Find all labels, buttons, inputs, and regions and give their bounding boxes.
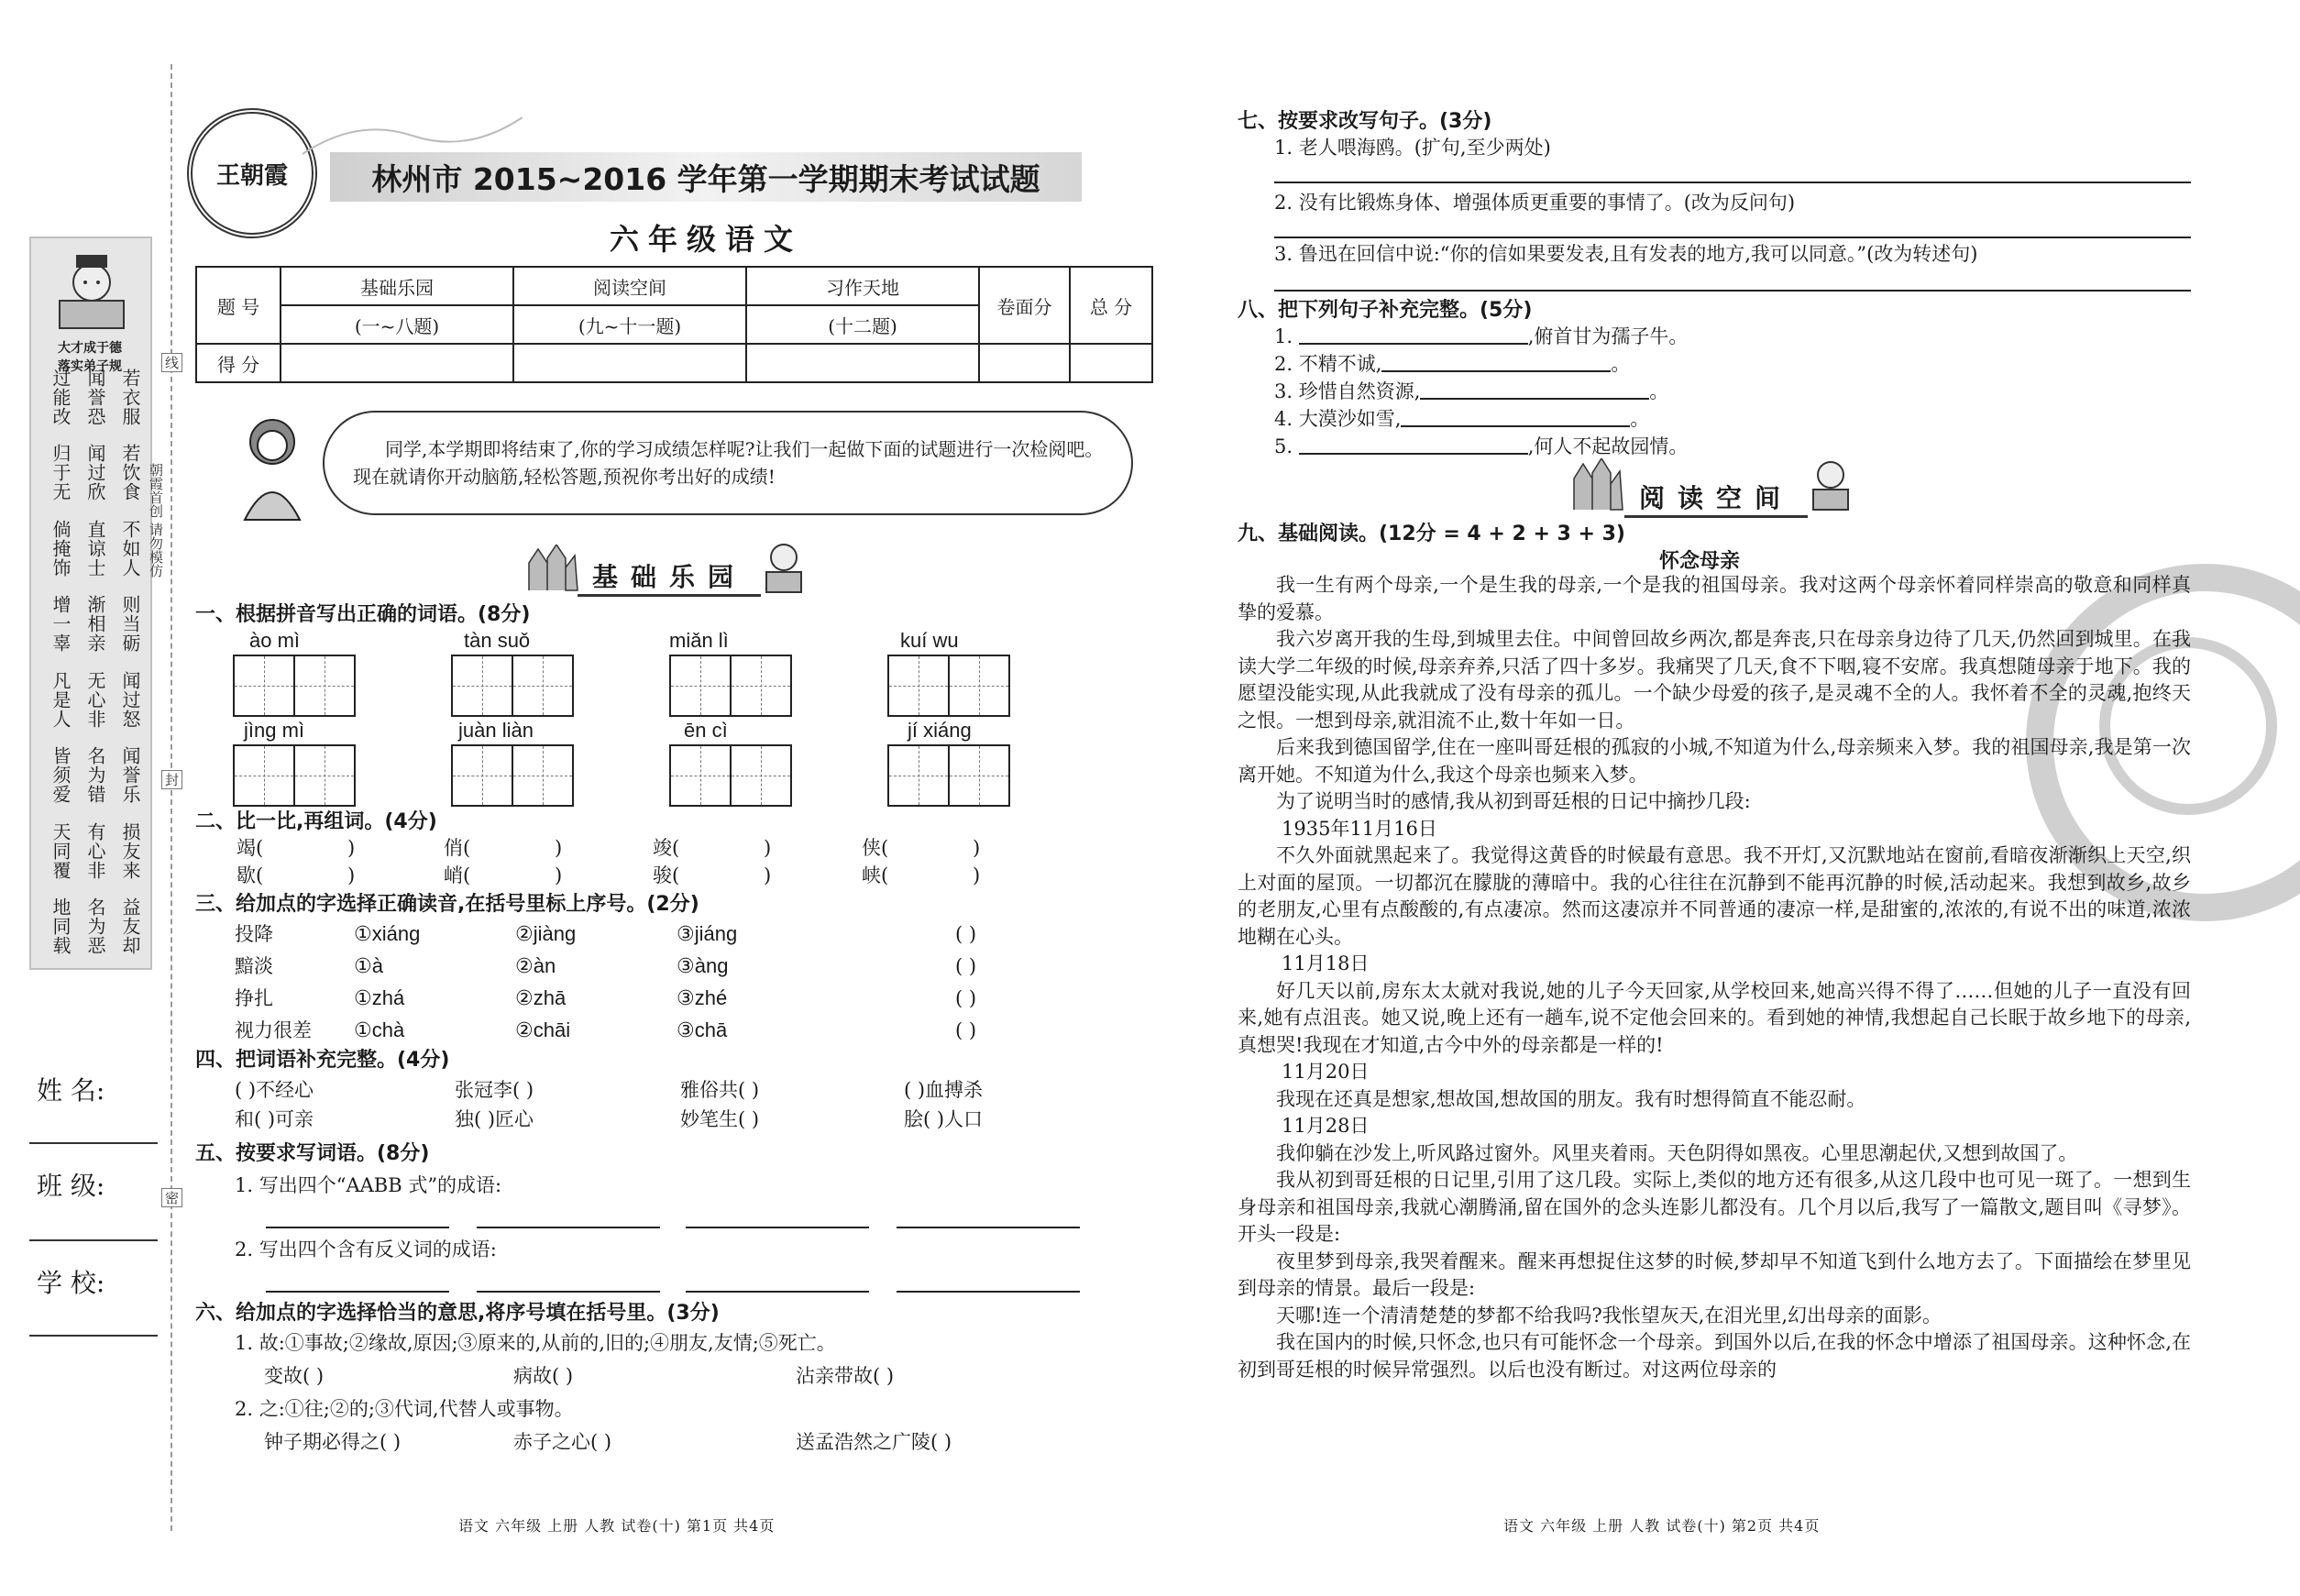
- writing-grid[interactable]: [669, 655, 792, 717]
- fill-blank[interactable]: [1401, 425, 1630, 427]
- q3-option[interactable]: ③jiáng: [677, 922, 738, 945]
- fill-blank[interactable]: [1299, 343, 1528, 345]
- answer-blank[interactable]: ): [973, 837, 981, 859]
- part-writing-range: (十二题): [746, 305, 979, 344]
- grid-cell[interactable]: [671, 656, 732, 715]
- poem-column: 损友来: [119, 821, 141, 880]
- q3-word: 黯淡: [235, 955, 273, 977]
- score-table: [195, 266, 1153, 383]
- footer-right: 语文 六年级 上册 人教 试卷(十) 第2页 共4页: [1503, 1517, 1821, 1535]
- q7-item: 1. 老人喂海鸥。(扩句,至少两处): [1274, 137, 1551, 159]
- poem-column: 归于无: [50, 444, 72, 502]
- binding-line: [171, 64, 172, 1531]
- char-pair: [862, 834, 980, 889]
- score-cell[interactable]: [281, 344, 513, 382]
- grid-cell[interactable]: [889, 746, 950, 805]
- answer-line[interactable]: [686, 1291, 869, 1293]
- answer-blank[interactable]: ): [764, 864, 772, 886]
- total-label: 总 分: [1070, 267, 1152, 344]
- q9-title: 九、基础阅读。(12分 = 4 + 2 + 3 + 3): [1238, 523, 1625, 545]
- q1-title: 一、根据拼音写出正确的词语。(8分): [195, 603, 531, 626]
- pinyin-label: ēn cì: [684, 719, 728, 742]
- answer-blank[interactable]: ): [555, 864, 563, 886]
- poem-group: [50, 595, 141, 653]
- writing-grid[interactable]: [451, 655, 574, 717]
- diary-date: 1935年11月16日: [1282, 817, 1437, 840]
- pair-char: 侠(: [862, 837, 889, 859]
- answer-line[interactable]: [266, 1227, 449, 1228]
- answer-blank[interactable]: ): [764, 837, 772, 859]
- castle-icon: [524, 545, 579, 592]
- q3-option[interactable]: ②àn: [515, 954, 556, 977]
- diary-date: 11月28日: [1282, 1115, 1370, 1137]
- answer-line[interactable]: [897, 1291, 1080, 1293]
- item-number: 3.: [1274, 380, 1293, 402]
- grid-cell[interactable]: [732, 746, 790, 805]
- q4-row: [235, 1076, 1060, 1104]
- passage-paragraph: 天哪!连一个清清楚楚的梦都不给我吗?我怅望灰天,在泪光里,幻出母亲的面影。: [1276, 1304, 1942, 1326]
- part-writing: 习作天地: [746, 267, 979, 305]
- poem-column: 闻誉乐: [119, 746, 141, 805]
- score-cell[interactable]: [1070, 344, 1152, 382]
- q3-option[interactable]: ②zhā: [515, 986, 567, 1009]
- fill-blank[interactable]: [1420, 398, 1649, 400]
- writing-grid[interactable]: [233, 744, 356, 807]
- poem-group: [50, 369, 141, 426]
- part-basic: 基础乐园: [281, 267, 513, 305]
- writing-grid[interactable]: [451, 744, 574, 807]
- intro-text: 同学,本学期即将结束了,你的学习成绩怎样呢?让我们一起做下面的试题进行一次检阅吧。现在就请你开动脑筋,轻松答题,预祝你考出好的成绩!: [353, 438, 1104, 488]
- grid-cell[interactable]: [513, 656, 572, 715]
- q8-title: 八、把下列句子补充完整。(5分): [1238, 299, 1533, 322]
- q3-answer[interactable]: ( ): [955, 923, 977, 945]
- answer-line[interactable]: [477, 1291, 660, 1293]
- poem-column: 不如人: [119, 519, 141, 578]
- answer-line[interactable]: [686, 1227, 869, 1228]
- pinyin-label: tàn suǒ: [464, 629, 531, 652]
- q3-option[interactable]: ①xiáng: [354, 922, 421, 945]
- passage-paragraph: 为了说明当时的感情,我从初到哥廷根的日记中摘抄几段:: [1276, 790, 1751, 812]
- poem-column: 有心非: [84, 821, 106, 880]
- poem-group: [50, 444, 141, 501]
- q7-item: 3. 鲁迅在回信中说:“你的信如果要发表,且有发表的地方,我可以同意。”(改为转述句): [1274, 243, 1978, 265]
- q3-row: [235, 920, 1041, 952]
- answer-line[interactable]: [1274, 290, 2191, 292]
- q6-item2: 2. 之:①往;②的;③代词,代替人或事物。: [235, 1398, 574, 1420]
- answer-line[interactable]: [477, 1227, 660, 1228]
- poem-column: 天同覆: [50, 821, 72, 880]
- q8-item: [1274, 378, 1688, 405]
- grid-cell[interactable]: [235, 746, 295, 805]
- school-field[interactable]: [29, 1335, 158, 1337]
- poem-column: 若饮食: [119, 444, 141, 502]
- student-reading-icon: [1808, 458, 1854, 513]
- meaning-blank[interactable]: 病故( ): [513, 1365, 574, 1387]
- brand-note: 朝霞首创 请勿模仿: [148, 463, 164, 578]
- pair-char: 歇(: [237, 864, 264, 886]
- grid-cell[interactable]: [671, 746, 732, 805]
- q6-item1: 1. 故:①事故;②缘故,原因;③原来的,从前的,旧的;④朋友,友情;⑤死亡。: [235, 1332, 836, 1354]
- poem-column: 若衣服: [119, 369, 141, 426]
- answer-line[interactable]: [897, 1227, 1080, 1228]
- q3-option[interactable]: ②jiàng: [515, 922, 577, 945]
- poem-column: 过能改: [50, 369, 72, 426]
- pair-char: 俏(: [444, 837, 471, 859]
- poem-group: [50, 897, 141, 955]
- answer-line[interactable]: [1274, 237, 2191, 238]
- passage-paragraph: 我六岁离开我的生母,到城里去住。中间曾回故乡两次,都是奔丧,只在母亲身边待了几天,仍然回到城里。在我读大学二年级的时候,母亲弃养,只活了四十多岁。我痛哭了几天,食不下咽,寝不安席。我真想随母亲于地下。我的愿望没能实现,从此我就成了没有母亲的孤儿。一个缺少母爱的孩子,是灵魂不全的人。我怀着不全的灵魂,抱终天之恨。一想到母亲,就泪流不止,数十年如一日。: [1238, 628, 2191, 732]
- banner-reading: 阅读空间: [1624, 479, 1808, 518]
- pinyin-label: ào mì: [249, 629, 301, 652]
- castle-icon: [1569, 458, 1624, 512]
- answer-line[interactable]: [1274, 182, 2191, 183]
- grid-cell[interactable]: [235, 656, 295, 715]
- passage-paragraph: 我仰躺在沙发上,听风路过窗外。风里夹着雨。天色阴得如黑夜。心里思潮起伏,又想到故国了。: [1276, 1141, 2078, 1164]
- q3-option[interactable]: ③zhé: [677, 986, 728, 1009]
- idiom-blank[interactable]: ( )不经心: [235, 1079, 314, 1101]
- diary-date: 11月20日: [1282, 1061, 1370, 1083]
- item-suffix: ,俯首甘为孺子牛。: [1527, 325, 1689, 347]
- motto-line-2: 落实弟子规: [58, 359, 122, 374]
- writing-grid[interactable]: [887, 744, 1010, 807]
- item-number: 2.: [1274, 353, 1293, 375]
- banner-basic: 基础乐园: [578, 557, 761, 597]
- name-field[interactable]: [29, 1142, 158, 1144]
- poem-column: 益友却: [119, 897, 141, 955]
- item-number: 4.: [1274, 408, 1293, 430]
- passage-paragraph: 好几天以前,房东太太就对我说,她的儿子今天回家,从学校回来,她高兴得不得了……但她的儿子一直没有回来,她有点沮丧。她又说,晚上还有一趟车,说不定他会回来的。看到她的神情,我想起自己长眠于故乡地下的母亲,真想哭!我现在才知道,古今中外的母亲都是一样的!: [1238, 979, 2191, 1056]
- q6-row: [264, 1428, 1052, 1456]
- answer-line[interactable]: [266, 1291, 449, 1293]
- pair-char: 竣(: [653, 837, 680, 859]
- idiom-blank[interactable]: 张冠李( ): [455, 1079, 534, 1101]
- poem-column: 增一辜: [50, 595, 72, 654]
- grid-cell[interactable]: [732, 656, 790, 715]
- score-cell[interactable]: [979, 344, 1070, 382]
- passage: [1238, 572, 2191, 1383]
- item-suffix: 。: [1649, 380, 1669, 402]
- passage-paragraph: 我一生有两个母亲,一个是生我的母亲,一个是我的祖国母亲。我对这两个母亲怀着同样崇高的敬意和同样真挚的爱慕。: [1238, 574, 2191, 623]
- idiom-blank[interactable]: ( )血搏杀: [904, 1079, 984, 1101]
- score-label: 得 分: [196, 344, 281, 382]
- q8-list: [1274, 323, 1688, 460]
- meaning-blank[interactable]: 钟子期必得之( ): [264, 1431, 402, 1453]
- meaning-blank[interactable]: 变故( ): [264, 1365, 325, 1387]
- passage-paragraph: 我现在还真是想家,想故国,想故国的朋友。我有时想得简直不能忍耐。: [1276, 1087, 1866, 1110]
- item-number: 1.: [1274, 325, 1293, 347]
- footer-left: 语文 六年级 上册 人教 试卷(十) 第1页 共4页: [458, 1517, 776, 1535]
- q3-word: 视力很差: [235, 1019, 312, 1041]
- idiom-blank[interactable]: 独( )匠心: [455, 1108, 534, 1130]
- item-prefix: 珍惜自然资源,: [1298, 380, 1421, 402]
- q3-title: 三、给加点的字选择正确读音,在括号里标上序号。(2分): [195, 893, 699, 916]
- q3-answer[interactable]: ( ): [955, 1019, 977, 1041]
- q5-item1: 1. 写出四个“AABB 式”的成语:: [235, 1174, 502, 1196]
- pinyin-label: miǎn lì: [669, 629, 729, 652]
- q2-title: 二、比一比,再组词。(4分): [195, 810, 437, 833]
- meaning-blank[interactable]: 沾亲带故( ): [796, 1365, 895, 1387]
- q3-option[interactable]: ③chā: [677, 1018, 728, 1041]
- idiom-blank[interactable]: 脍( )人口: [904, 1108, 984, 1130]
- q4-row: [235, 1106, 1060, 1133]
- answer-blank[interactable]: ): [347, 864, 356, 886]
- brand-logo: [187, 108, 317, 238]
- pair-char: 骏(: [653, 864, 680, 886]
- poem-column: 地同载: [50, 897, 72, 955]
- fill-blank[interactable]: [1299, 453, 1528, 455]
- fill-blank[interactable]: [1381, 370, 1611, 372]
- part-basic-range: (一~八题): [281, 305, 513, 344]
- diary-date: 11月18日: [1282, 952, 1370, 974]
- item-prefix: 不精不诚,: [1298, 353, 1382, 375]
- grid-cell[interactable]: [950, 656, 1008, 715]
- q3-word: 挣扎: [235, 987, 273, 1009]
- item-number: 5.: [1274, 435, 1293, 457]
- q3-option[interactable]: ③àng: [677, 954, 729, 977]
- name-label: 姓 名:: [37, 1075, 105, 1106]
- pinyin-label: kuí wu: [900, 629, 959, 652]
- neatness-label: 卷面分: [979, 267, 1070, 344]
- pair-char: 峡(: [862, 864, 889, 886]
- q3-row: [235, 985, 1041, 1017]
- poem-group: [50, 671, 141, 729]
- part-reading-range: (九~十一题): [513, 305, 746, 344]
- q3-answer[interactable]: ( ): [955, 955, 977, 977]
- answer-blank[interactable]: ): [555, 837, 563, 859]
- pair-char: 竭(: [237, 837, 264, 859]
- passage-paragraph: 不久外面就黑起来了。我觉得这黄昏的时候最有意思。我不开灯,又沉默地站在窗前,看暗夜渐渐织上天空,织上对面的屋顶。一切都沉在朦胧的薄暗中。我的心往往在沉静到不能再沉静的时候,活动起来。我想到故乡,故乡的老朋友,心里有点酸酸的,有点凄凉。然而这凄凉并不同普通的凄凉一样,是甜蜜的,浓浓的,有说不出的味道,浓浓地糊在心头。: [1238, 844, 2191, 948]
- score-cell[interactable]: [746, 344, 979, 382]
- grid-cell[interactable]: [453, 656, 513, 715]
- q3-option[interactable]: ①zhá: [354, 986, 405, 1009]
- item-prefix: 大漠沙如雪,: [1298, 408, 1402, 430]
- poem-column: 无心非: [84, 670, 106, 729]
- exam-title: 林州市 2015~2016 学年第一学期期末考试试题: [371, 161, 1040, 197]
- poem-column: 凡是人: [50, 670, 72, 729]
- q4-title: 四、把词语补充完整。(4分): [195, 1049, 450, 1072]
- scholar-illustration: [50, 246, 133, 333]
- q7-title: 七、按要求改写句子。(3分): [1238, 110, 1492, 133]
- student-reading-icon: [761, 541, 807, 596]
- q3-word: 投降: [235, 923, 273, 945]
- q3-answer[interactable]: ( ): [955, 987, 977, 1009]
- q8-item: [1274, 350, 1688, 378]
- q3-option[interactable]: ①à: [354, 954, 383, 977]
- grid-cell[interactable]: [453, 746, 513, 805]
- poem-column: 则当砺: [119, 595, 141, 654]
- writing-grid[interactable]: [233, 655, 356, 717]
- q5-item2: 2. 写出四个含有反义词的成语:: [235, 1238, 497, 1260]
- passage-paragraph: 我在国内的时候,只怀念,也只有可能怀念一个母亲。到国外以后,在我的怀念中增添了祖国母亲。这种怀念,在初到哥廷根的时候异常强烈。以后也没有断过。对这两位母亲的: [1238, 1331, 2191, 1381]
- poem-column: 渐相亲: [84, 595, 106, 654]
- q8-item: [1274, 405, 1688, 433]
- poem-column: 闻过欣: [84, 444, 106, 502]
- q7-item: 2. 没有比锻炼身体、增强体质更重要的事情了。(改为反问句): [1274, 192, 1796, 214]
- poem-column: 皆须爱: [50, 746, 72, 805]
- grid-cell[interactable]: [950, 746, 1008, 805]
- q3-row: [235, 1017, 1041, 1049]
- poem-group: [50, 822, 141, 880]
- passage-title: 怀念母亲: [1659, 549, 1741, 573]
- poem-column: 名为错: [84, 746, 106, 805]
- poem-group: [50, 746, 141, 804]
- answer-blank[interactable]: ): [347, 837, 356, 859]
- meaning-blank[interactable]: 送孟浩然之广陵( ): [796, 1431, 952, 1453]
- q5-title: 五、按要求写词语。(8分): [195, 1142, 430, 1165]
- passage-paragraph: 我从初到哥廷根的日记里,引用了这几段。实际上,类似的地方还有很多,从这几段中也可见一斑了。一想到生身母亲和祖国母亲,我就心潮腾涌,留在国外的念头连影儿都没有。几个月以后,我写了一篇散文,题目叫《寻梦》。开头一段是:: [1238, 1169, 2191, 1245]
- char-pair: [237, 834, 355, 889]
- item-suffix: ,何人不起故园情。: [1527, 435, 1689, 457]
- meaning-blank[interactable]: 赤子之心( ): [513, 1431, 612, 1453]
- q3-option[interactable]: ②chāi: [515, 1018, 571, 1041]
- item-suffix: 。: [1630, 408, 1650, 430]
- item-suffix: 。: [1611, 353, 1631, 375]
- grid-cell[interactable]: [295, 656, 354, 715]
- seal-mark-seal: 封: [161, 770, 182, 789]
- writing-grid[interactable]: [887, 655, 1010, 717]
- char-pair: [653, 834, 771, 889]
- score-cell[interactable]: [513, 344, 746, 382]
- poem-column: 闻过怒: [119, 670, 141, 729]
- part-reading: 阅读空间: [513, 267, 746, 305]
- q8-item: [1274, 433, 1688, 460]
- poem-group: [50, 520, 141, 578]
- motto-line-1: 大才成于德: [58, 341, 122, 356]
- school-label: 学 校:: [37, 1268, 105, 1298]
- pinyin-label: jí xiáng: [908, 719, 972, 742]
- answer-blank[interactable]: ): [973, 864, 981, 886]
- sidebar-poems: [50, 369, 141, 955]
- logo-text: 王朝霞: [215, 161, 288, 190]
- poem-column: 名为恶: [84, 897, 106, 955]
- exam-subject: 六年级语文: [609, 222, 802, 257]
- teacher-illustration: [231, 414, 314, 524]
- poem-column: 闻誉恐: [84, 369, 106, 426]
- pair-char: 峭(: [444, 864, 471, 886]
- poem-column: 倘掩饰: [50, 519, 72, 578]
- q6-title: 六、给加点的字选择恰当的意思,将序号填在括号里。(3分): [195, 1302, 720, 1325]
- passage-paragraph: 夜里梦到母亲,我哭着醒来。醒来再想捉住这梦的时候,梦却早不知道飞到什么地方去了。下面描绘在梦里见到母亲的情景。最后一段是:: [1238, 1249, 2191, 1299]
- pinyin-label: juàn liàn: [458, 719, 534, 742]
- q6-row: [264, 1362, 1052, 1390]
- seal-mark-line: 线: [161, 353, 182, 372]
- idiom-blank[interactable]: 和( )可亲: [235, 1108, 314, 1130]
- q3-option[interactable]: ①chà: [354, 1018, 405, 1041]
- q8-item: [1274, 323, 1688, 350]
- seal-mark-secret: 密: [161, 1188, 182, 1207]
- writing-grid[interactable]: [669, 744, 792, 807]
- poem-column: 直谅士: [84, 519, 106, 578]
- q3-options: [235, 920, 1041, 1049]
- pinyin-label: jìng mì: [244, 719, 305, 742]
- q3-row: [235, 952, 1041, 985]
- grid-cell[interactable]: [889, 656, 950, 715]
- class-field[interactable]: [29, 1239, 158, 1241]
- question-number-label: 题 号: [196, 267, 281, 344]
- idiom-blank[interactable]: 妙笔生( ): [680, 1108, 760, 1130]
- class-label: 班 级:: [37, 1171, 105, 1201]
- char-pair: [444, 834, 562, 889]
- passage-paragraph: 后来我到德国留学,住在一座叫哥廷根的孤寂的小城,不知道为什么,母亲频来入梦。我的祖国母亲,我是第一次离开她。不知道为什么,我这个母亲也频来入梦。: [1238, 736, 2191, 786]
- grid-cell[interactable]: [513, 746, 572, 805]
- grid-cell[interactable]: [295, 746, 354, 805]
- idiom-blank[interactable]: 雅俗共( ): [680, 1079, 760, 1101]
